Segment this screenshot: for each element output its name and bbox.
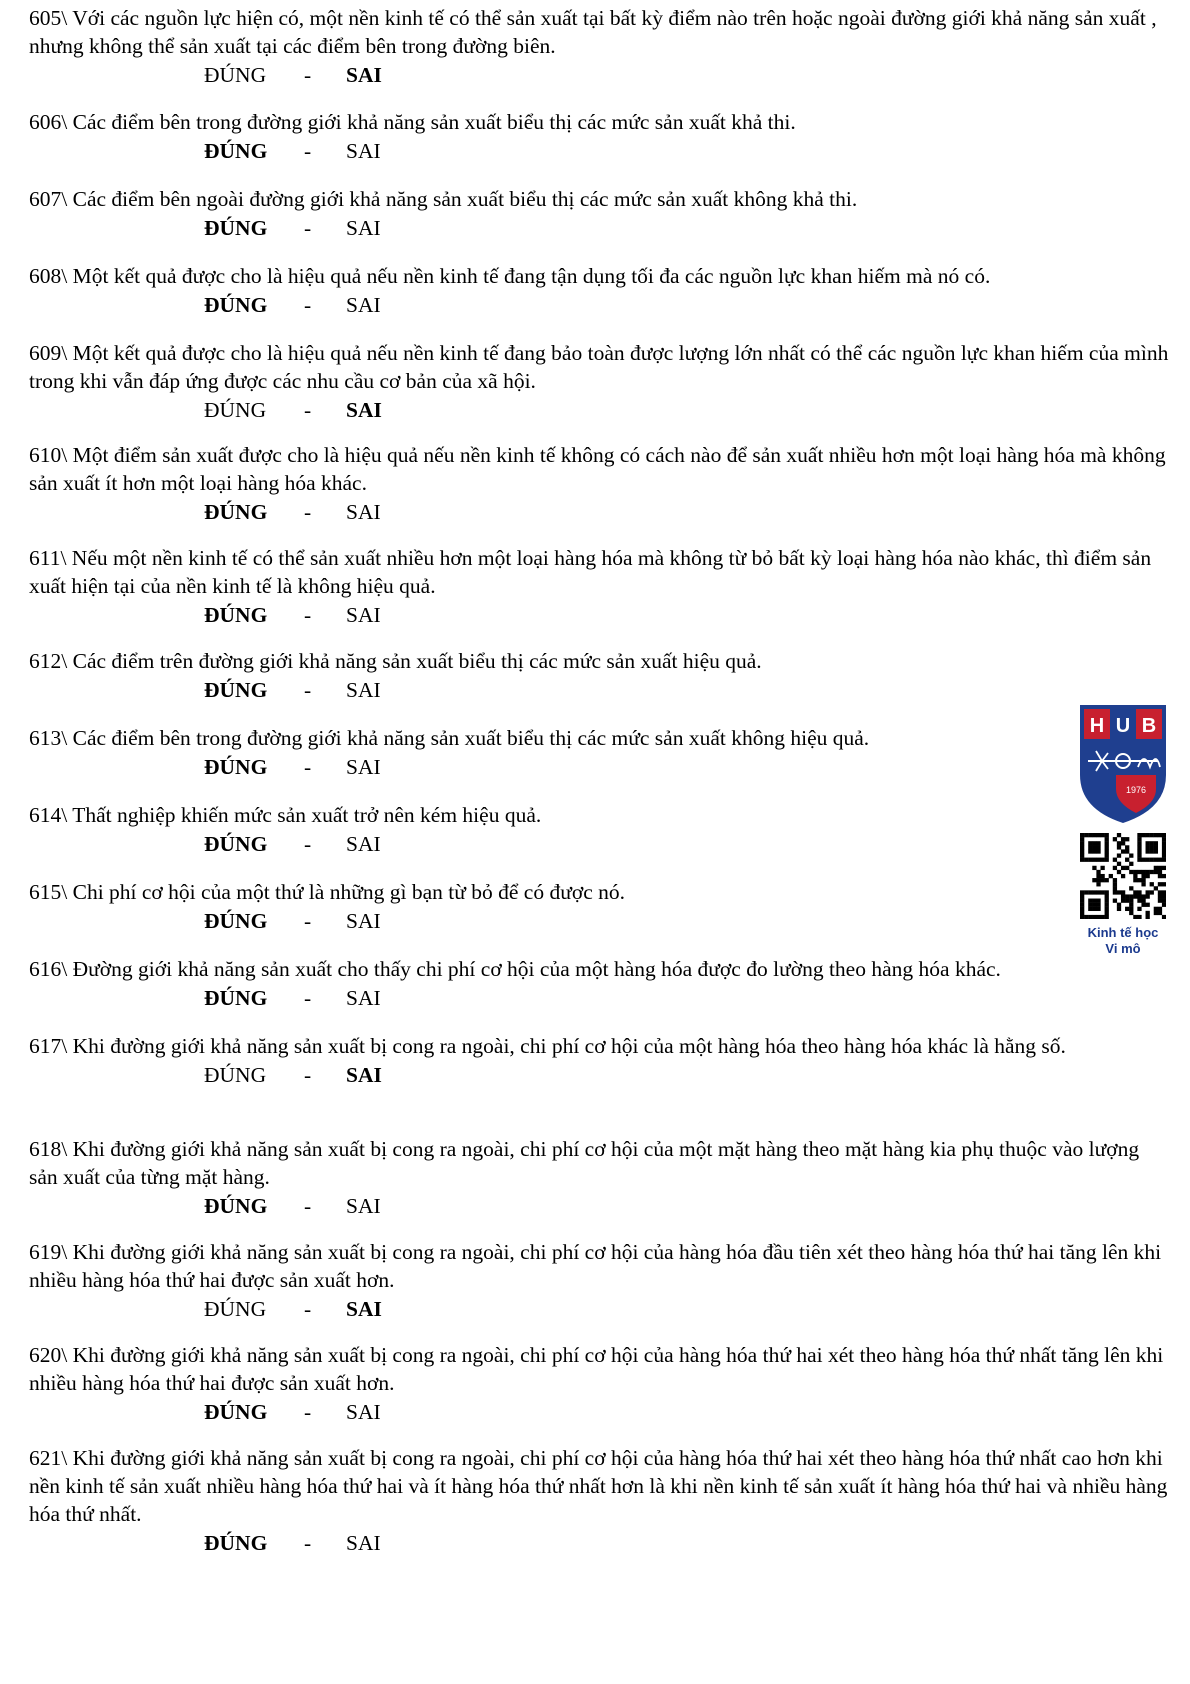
option-true: ĐÚNG <box>204 986 268 1010</box>
logo-letter-b: B <box>1141 715 1157 737</box>
sidebar-branding <box>1068 703 1178 957</box>
option-separator: - <box>304 909 312 933</box>
question-text: 613\ Các điểm bên trong đường giới khả năng sản xuất biểu thị các mức sản xuất không hiệu quả. <box>29 726 870 750</box>
option-false: SAI <box>346 1194 381 1218</box>
logo-letter-u: U <box>1115 715 1131 737</box>
option-true: ĐÚNG <box>204 139 268 163</box>
answer-options <box>29 1294 1169 1324</box>
question-item <box>29 801 1169 859</box>
option-true: ĐÚNG <box>204 755 268 779</box>
question-item <box>29 647 1169 705</box>
option-separator: - <box>304 986 312 1010</box>
question-item <box>29 955 1169 1013</box>
answer-options <box>29 497 1169 527</box>
question-item <box>29 544 1169 630</box>
option-false: SAI <box>346 1400 381 1424</box>
answer-options <box>29 829 1169 859</box>
option-false: SAI <box>346 1297 382 1321</box>
option-separator: - <box>304 1400 312 1424</box>
logo-letter-h: H <box>1089 715 1105 737</box>
option-false: SAI <box>346 603 381 627</box>
answer-options <box>29 1528 1169 1558</box>
option-true: ĐÚNG <box>204 1297 267 1321</box>
answer-options <box>29 290 1169 320</box>
option-separator: - <box>304 832 312 856</box>
option-false: SAI <box>346 1063 382 1087</box>
question-text: 612\ Các điểm trên đường giới khả năng sản xuất biểu thị các mức sản xuất hiệu quả. <box>29 649 762 673</box>
option-false: SAI <box>346 1531 381 1555</box>
question-text: 616\ Đường giới khả năng sản xuất cho thấy chi phí cơ hội của một hàng hóa được đo lường theo hàng hóa khác. <box>29 957 1001 981</box>
caption-line-2: Vi mô <box>1105 941 1141 956</box>
option-true: ĐÚNG <box>204 1400 268 1424</box>
logo-year: 1976 <box>1125 785 1147 795</box>
question-item <box>29 878 1169 936</box>
option-separator: - <box>304 1063 312 1087</box>
option-separator: - <box>304 1531 312 1555</box>
option-separator: - <box>304 293 312 317</box>
question-text: 607\ Các điểm bên ngoài đường giới khả năng sản xuất biểu thị các mức sản xuất không khả thi. <box>29 187 858 211</box>
option-separator: - <box>304 216 312 240</box>
option-separator: - <box>304 139 312 163</box>
option-true: ĐÚNG <box>204 293 268 317</box>
option-separator: - <box>304 1194 312 1218</box>
option-false: SAI <box>346 398 382 422</box>
option-true: ĐÚNG <box>204 909 268 933</box>
question-text: 619\ Khi đường giới khả năng sản xuất bị cong ra ngoài, chi phí cơ hội của hàng hóa đầu tiên xét theo hàng hóa thứ hai tăng lên khi nhiều hàng hóa thứ hai được sản xuất hơn. <box>29 1240 1162 1292</box>
question-text: 608\ Một kết quả được cho là hiệu quả nếu nền kinh tế đang tận dụng tối đa các nguồn lực khan hiếm mà nó có. <box>29 264 991 288</box>
answer-options <box>29 60 1169 90</box>
question-text: 620\ Khi đường giới khả năng sản xuất bị cong ra ngoài, chi phí cơ hội của hàng hóa thứ hai xét theo hàng hóa thứ nhất tăng lên khi nhiều hàng hóa thứ hai được sản xuất hơn. <box>29 1343 1164 1395</box>
question-item <box>29 339 1169 425</box>
option-true: ĐÚNG <box>204 678 268 702</box>
question-item <box>29 1341 1169 1427</box>
option-separator: - <box>304 1297 312 1321</box>
question-item <box>29 108 1169 166</box>
answer-options <box>29 675 1169 705</box>
question-item <box>29 1238 1169 1324</box>
question-text: 618\ Khi đường giới khả năng sản xuất bị cong ra ngoài, chi phí cơ hội của một mặt hàng theo mặt hàng kia phụ thuộc vào lượng sản xuất của từng mặt hàng. <box>29 1137 1140 1189</box>
hub-logo <box>1076 703 1170 825</box>
answer-options <box>29 1397 1169 1427</box>
option-false: SAI <box>346 986 381 1010</box>
option-true: ĐÚNG <box>204 832 268 856</box>
answer-options <box>29 600 1169 630</box>
option-separator: - <box>304 63 312 87</box>
caption-line-1: Kinh tế học <box>1087 925 1159 940</box>
answer-options <box>29 983 1169 1013</box>
option-true: ĐÚNG <box>204 1063 267 1087</box>
question-text: 611\ Nếu một nền kinh tế có thể sản xuất nhiều hơn một loại hàng hóa mà không từ bỏ bất kỳ loại hàng hóa nào khác, thì điểm sản xuất hiện tại của nền kinh tế là không hiệu quả. <box>29 546 1152 598</box>
question-text: 621\ Khi đường giới khả năng sản xuất bị cong ra ngoài, chi phí cơ hội của hàng hóa thứ hai xét theo hàng hóa thứ nhất cao hơn khi nền kinh tế sản xuất nhiều hàng hóa thứ hai và ít hàng hóa thứ nhất hơn là khi nền kinh tế sản xuất ít hàng hóa thứ hai và nhiều hàng hóa thứ nhất. <box>29 1446 1168 1526</box>
question-text: 610\ Một điểm sản xuất được cho là hiệu quả nếu nền kinh tế không có cách nào để sản xuất nhiều hơn một loại hàng hóa mà không sản xuất ít hơn một loại hàng hóa khác. <box>29 443 1166 495</box>
option-separator: - <box>304 500 312 524</box>
answer-options <box>29 752 1169 782</box>
option-true: ĐÚNG <box>204 603 268 627</box>
option-false: SAI <box>346 293 381 317</box>
answer-options <box>29 1060 1169 1090</box>
option-true: ĐÚNG <box>204 398 267 422</box>
question-item <box>29 262 1169 320</box>
option-false: SAI <box>346 678 381 702</box>
question-text: 605\ Với các nguồn lực hiện có, một nền kinh tế có thể sản xuất tại bất kỳ điểm nào trên hoặc ngoài đường giới khả năng sản xuất , nhưng không thể sản xuất tại các điểm bên trong đường biên. <box>29 6 1157 58</box>
answer-options <box>29 1191 1169 1221</box>
option-separator: - <box>304 755 312 779</box>
option-true: ĐÚNG <box>204 500 268 524</box>
question-text: 615\ Chi phí cơ hội của một thứ là những gì bạn từ bỏ để có được nó. <box>29 880 626 904</box>
question-text: 609\ Một kết quả được cho là hiệu quả nếu nền kinh tế đang bảo toàn được lượng lớn nhất có thể các nguồn lực khan hiếm của mình trong khi vẫn đáp ứng được các nhu cầu cơ bản của xã hội. <box>29 341 1169 393</box>
answer-options <box>29 213 1169 243</box>
question-text: 617\ Khi đường giới khả năng sản xuất bị cong ra ngoài, chi phí cơ hội của một hàng hóa theo hàng hóa khác là hằng số. <box>29 1034 1066 1058</box>
answer-options <box>29 136 1169 166</box>
option-separator: - <box>304 678 312 702</box>
answer-options <box>29 395 1169 425</box>
option-true: ĐÚNG <box>204 1194 268 1218</box>
option-false: SAI <box>346 832 381 856</box>
option-true: ĐÚNG <box>204 63 267 87</box>
qr-code-icon <box>1080 833 1166 919</box>
question-text: 606\ Các điểm bên trong đường giới khả năng sản xuất biểu thị các mức sản xuất khả thi. <box>29 110 796 134</box>
option-separator: - <box>304 398 312 422</box>
option-false: SAI <box>346 500 381 524</box>
option-false: SAI <box>346 216 381 240</box>
question-item <box>29 1444 1169 1558</box>
option-false: SAI <box>346 63 382 87</box>
question-item <box>29 1135 1169 1221</box>
answer-options <box>29 906 1169 936</box>
question-item <box>29 441 1169 527</box>
option-false: SAI <box>346 139 381 163</box>
option-false: SAI <box>346 909 381 933</box>
option-true: ĐÚNG <box>204 1531 268 1555</box>
option-separator: - <box>304 603 312 627</box>
question-item <box>29 4 1169 90</box>
option-true: ĐÚNG <box>204 216 268 240</box>
question-item <box>29 185 1169 243</box>
question-item <box>29 724 1169 782</box>
question-item <box>29 1032 1169 1090</box>
question-text: 614\ Thất nghiệp khiến mức sản xuất trở nên kém hiệu quả. <box>29 803 542 827</box>
option-false: SAI <box>346 755 381 779</box>
